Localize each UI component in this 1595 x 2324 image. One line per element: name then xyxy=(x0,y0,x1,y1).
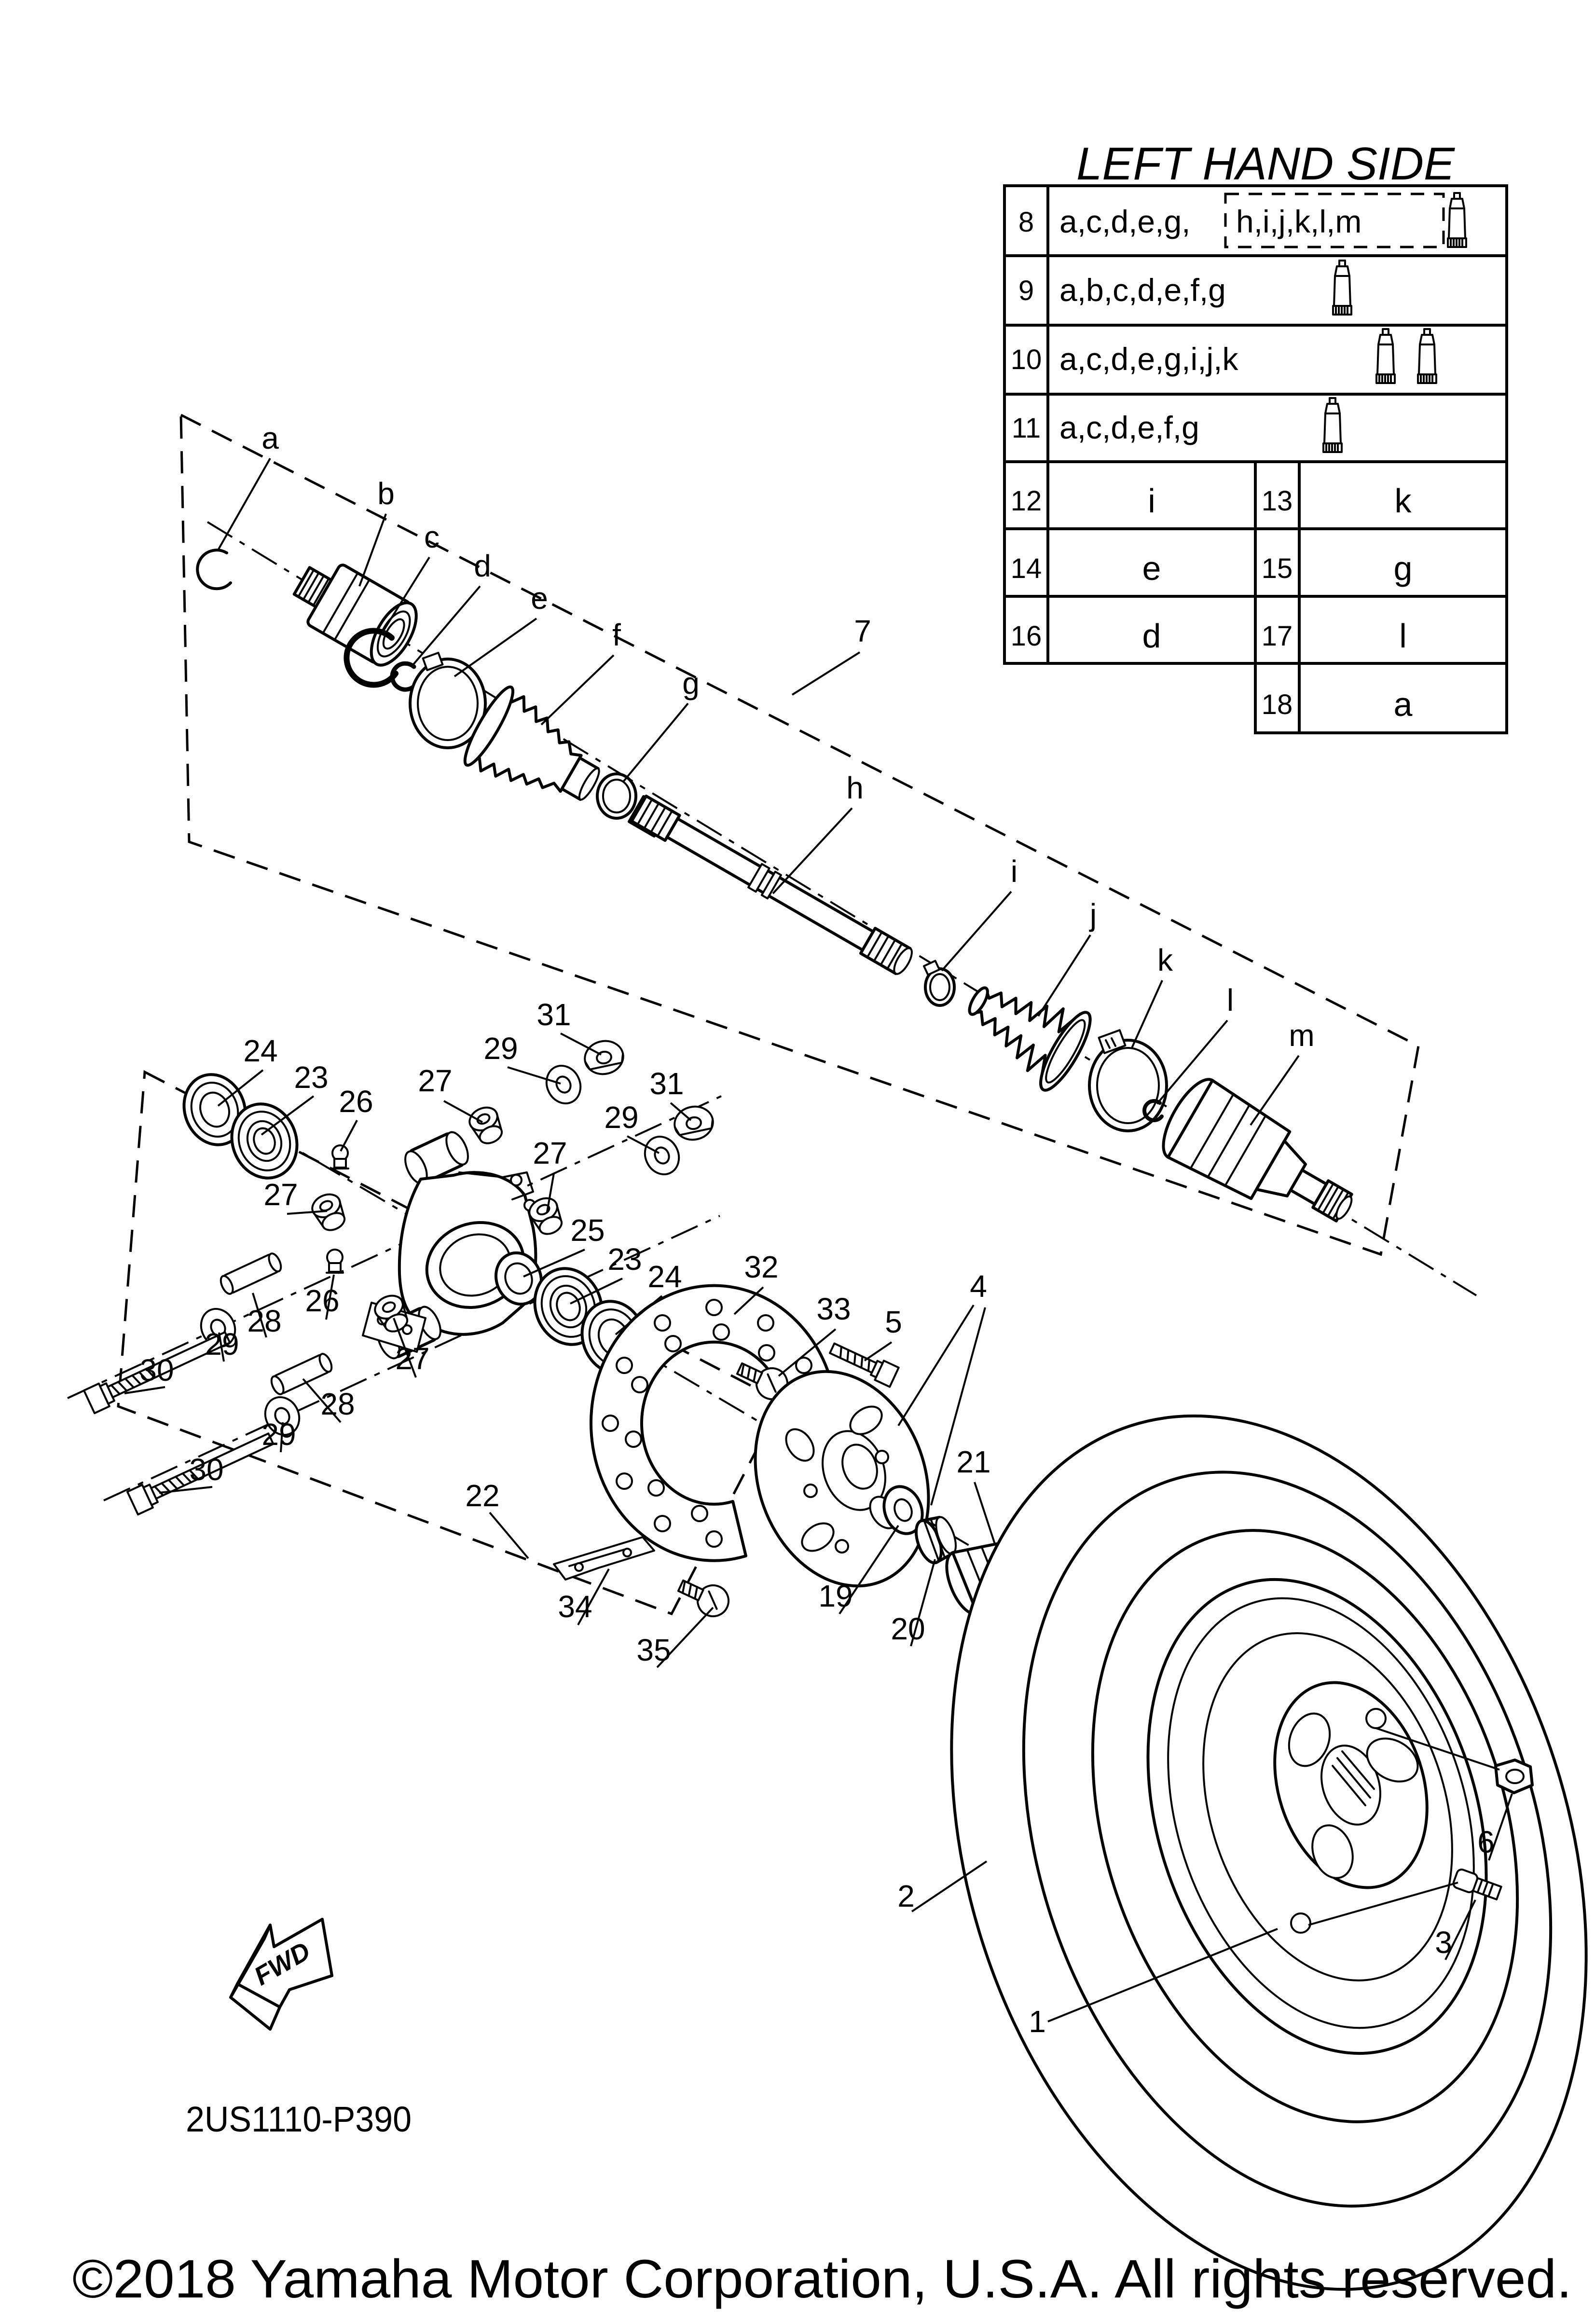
part-label-l: l xyxy=(1226,983,1234,1018)
grease-tube-icon xyxy=(1448,193,1466,247)
part-label-k: k xyxy=(1157,943,1173,977)
lug-hole xyxy=(1366,1709,1386,1728)
part-label-24: 24 xyxy=(243,1033,278,1068)
part-label-34: 34 xyxy=(558,1589,592,1624)
part-label-27: 27 xyxy=(418,1063,453,1098)
part-label-f: f xyxy=(612,618,621,652)
row13-val: k xyxy=(1394,482,1412,520)
row8-boxed-parts: h,i,j,k,l,m xyxy=(1236,204,1362,239)
row13-num: 13 xyxy=(1261,485,1293,517)
row14-num: 14 xyxy=(1010,553,1042,584)
grease-tube-icon xyxy=(1376,329,1395,383)
part-label-20: 20 xyxy=(891,1611,925,1646)
row12-val: i xyxy=(1148,482,1155,520)
part-label-31: 31 xyxy=(649,1066,684,1101)
part-6-lug-nut xyxy=(1496,1760,1532,1793)
row15-val: g xyxy=(1393,550,1413,587)
row10-parts: a,c,d,e,g,i,j,k xyxy=(1059,341,1238,377)
part-label-25: 25 xyxy=(570,1213,605,1248)
part-label-h: h xyxy=(846,770,864,805)
grease-tube-icon xyxy=(1333,261,1351,315)
part-26-fitting-upper xyxy=(332,1145,348,1169)
part-label-27: 27 xyxy=(395,1341,430,1376)
part-label-m: m xyxy=(1289,1018,1315,1053)
part-label-d: d xyxy=(474,549,491,583)
part-label-2: 2 xyxy=(897,1879,915,1913)
part-label-21: 21 xyxy=(956,1444,991,1479)
part-label-a: a xyxy=(261,421,279,455)
part-label-29: 29 xyxy=(205,1327,239,1361)
part-label-29: 29 xyxy=(604,1100,639,1135)
fwd-arrow-label: FWD xyxy=(249,1936,316,1991)
part-label-22: 22 xyxy=(465,1478,500,1513)
row18-num: 18 xyxy=(1261,689,1293,720)
part-label-5: 5 xyxy=(885,1305,902,1339)
part-label-7: 7 xyxy=(854,614,871,648)
valve-hole xyxy=(1291,1913,1310,1933)
part-label-30: 30 xyxy=(189,1452,224,1487)
grease-tube-icon xyxy=(1418,329,1436,383)
page-title: LEFT HAND SIDE xyxy=(1076,138,1455,190)
part-label-1: 1 xyxy=(1029,2004,1046,2039)
part-label-c: c xyxy=(424,520,440,554)
row11-num: 11 xyxy=(1011,413,1041,444)
part-label-b: b xyxy=(377,476,395,511)
row17-num: 17 xyxy=(1261,620,1293,652)
copyright-text: ©2018 Yamaha Motor Corporation, U.S.A. All rights reserved. xyxy=(72,2249,1572,2309)
part-label-32: 32 xyxy=(744,1250,779,1284)
row17-val: l xyxy=(1399,617,1407,655)
row18-val: a xyxy=(1393,686,1413,723)
row8-num: 8 xyxy=(1018,206,1034,238)
part-g-band xyxy=(597,774,636,818)
part-label-31: 31 xyxy=(536,997,571,1032)
grease-tube-icon xyxy=(1323,398,1342,452)
row9-parts: a,b,c,d,e,f,g xyxy=(1059,272,1226,308)
part-label-19: 19 xyxy=(818,1579,853,1613)
row11-parts: a,c,d,e,f,g xyxy=(1059,410,1199,445)
part-label-28: 28 xyxy=(320,1387,355,1421)
part-26-fitting-lower xyxy=(327,1250,343,1273)
part-label-g: g xyxy=(682,666,700,701)
part-label-30: 30 xyxy=(139,1353,174,1388)
part-label-3: 3 xyxy=(1435,1925,1452,1960)
part-label-23: 23 xyxy=(294,1060,329,1095)
part-label-33: 33 xyxy=(816,1292,851,1326)
row16-val: d xyxy=(1142,617,1161,655)
part-label-26: 26 xyxy=(339,1084,373,1119)
row15-num: 15 xyxy=(1261,553,1293,584)
part-label-i: i xyxy=(1010,854,1018,889)
part-label-27: 27 xyxy=(263,1177,298,1212)
row12-num: 12 xyxy=(1010,485,1042,517)
part-label-23: 23 xyxy=(607,1242,642,1277)
part-label-35: 35 xyxy=(636,1633,671,1667)
part-label-28: 28 xyxy=(247,1304,282,1338)
part-label-29: 29 xyxy=(483,1031,518,1066)
part-label-e: e xyxy=(531,581,548,616)
part-label-6: 6 xyxy=(1477,1825,1495,1859)
part-label-j: j xyxy=(1089,897,1097,932)
part-label-29: 29 xyxy=(261,1417,296,1452)
row16-num: 16 xyxy=(1010,620,1042,652)
part-label-26: 26 xyxy=(305,1283,340,1318)
row8-parts: a,c,d,e,g, xyxy=(1059,204,1191,239)
row9-num: 9 xyxy=(1018,275,1034,306)
sheet-part-code: 2US1110-P390 xyxy=(186,2099,412,2139)
part-label-24: 24 xyxy=(647,1259,682,1294)
part-label-4: 4 xyxy=(970,1269,987,1304)
row14-val: e xyxy=(1142,550,1161,587)
row10-num: 10 xyxy=(1010,344,1042,375)
part-label-27: 27 xyxy=(533,1136,567,1170)
